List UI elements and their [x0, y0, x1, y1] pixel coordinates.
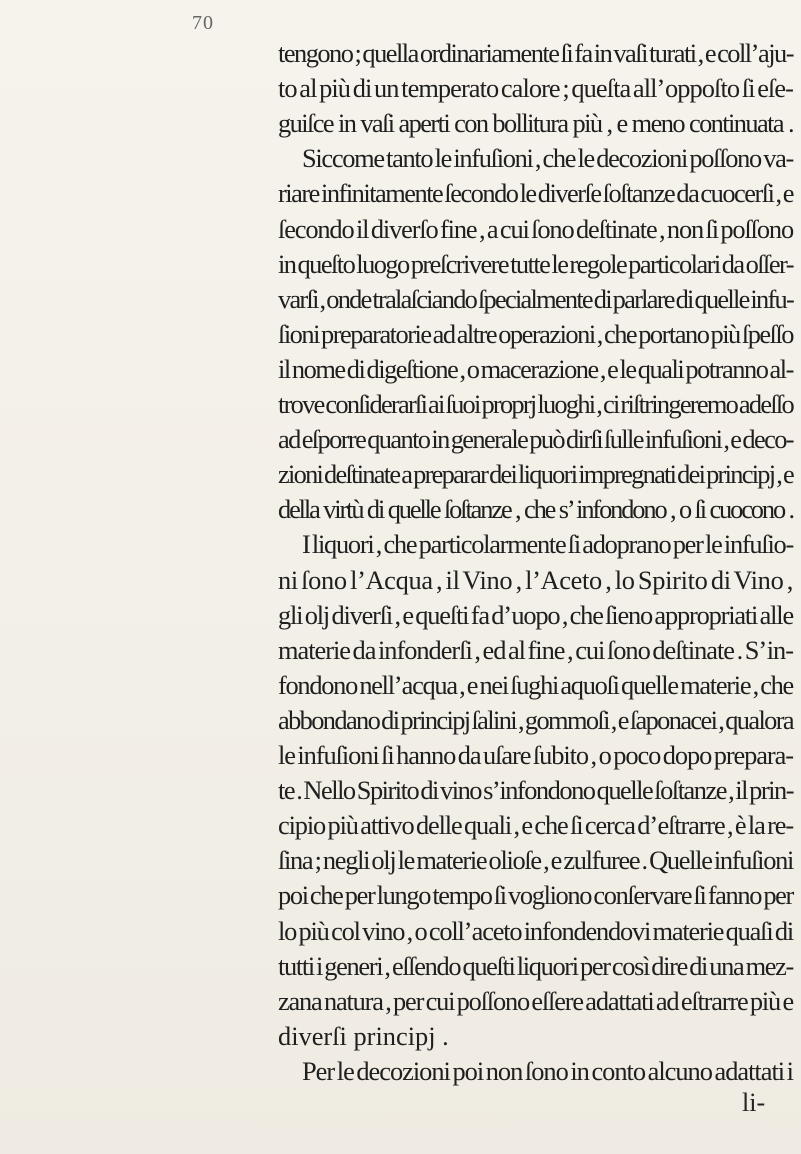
text-line: diverſi principj .	[278, 1020, 449, 1051]
text-line: ſioni preparatorie ad altre operazioni , che portano più ſpeſſo	[278, 318, 793, 349]
text-line: te . Nello Spirito di vino s’ infondono quelle ſoſtanze , il prin-	[278, 775, 793, 806]
page-number: 70	[192, 12, 214, 34]
text-line: le infuſioni ſi hanno da uſare ſubito , o poco dopo prepara-	[278, 740, 793, 770]
text-line: poi che per lungo tempo ſi vogliono conſervare ſi fanno per	[278, 880, 793, 911]
text-line: to al più di un temperato calore ; queſta all’ oppoſto ſi eſe-	[278, 73, 793, 104]
catchword: li-	[742, 1088, 766, 1117]
text-line: il nome di digeſtione , o macerazione , e le quali potranno al-	[278, 353, 793, 384]
text-line: trove conſiderarſi ai ſuoi proprj luoghi , ci riſtringeremo adeſſo	[278, 389, 793, 419]
text-line: fondono nell’ acqua , e nei ſughi aquoſi quelle materie , che	[278, 669, 793, 700]
text-line: in queſto luogo preſcrivere tutte le regole particolari da oſſer-	[278, 248, 793, 279]
text-line: zioni deſtinate a preparar dei liquori impregnati dei principj , e	[278, 459, 793, 490]
text-line: varſi , onde tralaſciando ſpecialmente di parlare di quelle infu-	[278, 283, 793, 314]
text-line: della virtù di quelle ſoſtanze , che s’ infondono , o ſi cuocono .	[278, 494, 793, 525]
text-line: lo più col vino , o coll’ aceto infondendovi materie quaſi di	[278, 915, 793, 946]
text-line: guiſce in vaſi aperti con bollitura più , e meno continuata .	[278, 108, 793, 139]
text-line: riare infinitamente ſecondo le diverſe ſoſtanze da cuocerſi , e	[278, 178, 793, 209]
text-line: abbondano di principj ſalini , gommoſi , e ſaponacei , qualora	[278, 704, 793, 735]
text-line: gli olj diverſi , e queſti fa d’ uopo , che ſieno appropriati alle	[278, 599, 793, 630]
text-line: cipio più attivo delle quali , e che ſi cerca d’ eſtrarre , è la re-	[278, 810, 793, 841]
text-line: materie da infonderſi , ed al fine , cui ſono deſtinate . S’ in-	[278, 634, 793, 665]
text-line: I liquori , che particolarmente ſi adoprano per le infuſio-	[302, 529, 793, 560]
text-line: ni ſono l’ Acqua , il Vino , l’ Aceto , lo Spirito di Vino ,	[278, 564, 793, 595]
text-line: Siccome tanto le infuſioni , che le decozioni poſſono va-	[302, 143, 793, 174]
text-line: ad eſporre quanto in generale può dirſi ſulle infuſioni , e deco-	[278, 424, 793, 455]
text-line: tutti i generi , eſſendo queſti liquori per così dire di una mez-	[278, 950, 793, 981]
text-line: zana natura , per cui poſſono eſſere adattati ad eſtrarre più e	[278, 985, 793, 1016]
text-line: ſina ; negli olj le materie olioſe , e zulfuree . Quelle infuſioni	[278, 845, 793, 876]
text-line: Per le decozioni poi non ſono in conto alcuno adattati i	[302, 1055, 793, 1086]
text-line: ſecondo il diverſo fine , a cui ſono deſtinate , non ſi poſſono	[278, 213, 793, 244]
text-line: tengono ; quella ordinariamente ſi fa in vaſi turati , e coll’ aju-	[278, 38, 793, 68]
